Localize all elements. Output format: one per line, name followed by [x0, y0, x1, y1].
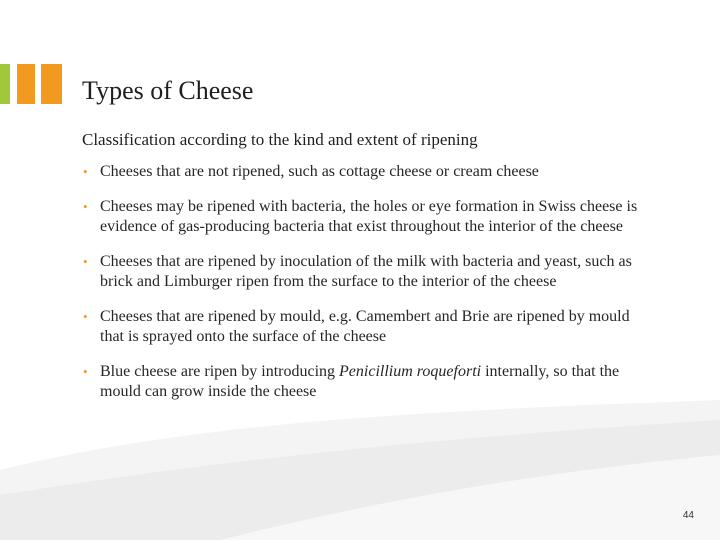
bullet-text-after: internally, so that the mould can grow inside the cheese — [100, 363, 620, 400]
slide-title: Types of Cheese — [82, 76, 254, 105]
list-item — [82, 162, 652, 182]
species-name: Penicillium roqueforti — [339, 363, 482, 380]
bullet-icon: • — [83, 254, 88, 269]
bullet-text — [100, 363, 619, 400]
background-swoosh — [0, 400, 720, 540]
bullet-icon: • — [83, 164, 88, 179]
bullet-icon: • — [83, 364, 88, 379]
bullet-list — [82, 162, 652, 417]
accent-bar-orange-wide — [41, 64, 62, 104]
list-item — [82, 197, 652, 237]
bullet-text: Cheeses may be ripened with bacteria, the holes or eye formation in Swiss cheese is evidence of gas-producing bacteria that exist throughout the interior of the cheese — [100, 198, 638, 235]
bullet-text: Cheeses that are ripened by inoculation of the milk with bacteria and yeast, such as brick and Limburger ripen from the surface to the interior of the cheese — [100, 253, 632, 290]
bullet-text: Cheeses that are ripened by mould, e.g. Camembert and Brie are ripened by mould that is sprayed onto the surface of the cheese — [100, 308, 630, 345]
list-item — [82, 307, 652, 347]
bullet-icon: • — [83, 199, 88, 214]
bullet-text-before: Blue cheese are ripen by introducing — [100, 363, 340, 380]
accent-bar-green — [0, 64, 10, 104]
list-item — [82, 252, 652, 292]
accent-bar-orange — [17, 64, 35, 104]
bullet-icon: • — [83, 309, 88, 324]
slide-subtitle: Classification according to the kind and extent of ripening — [82, 130, 478, 149]
list-item — [82, 362, 652, 402]
page-number: 44 — [682, 510, 694, 521]
bullet-text: Cheeses that are not ripened, such as cottage cheese or cream cheese — [100, 163, 539, 180]
